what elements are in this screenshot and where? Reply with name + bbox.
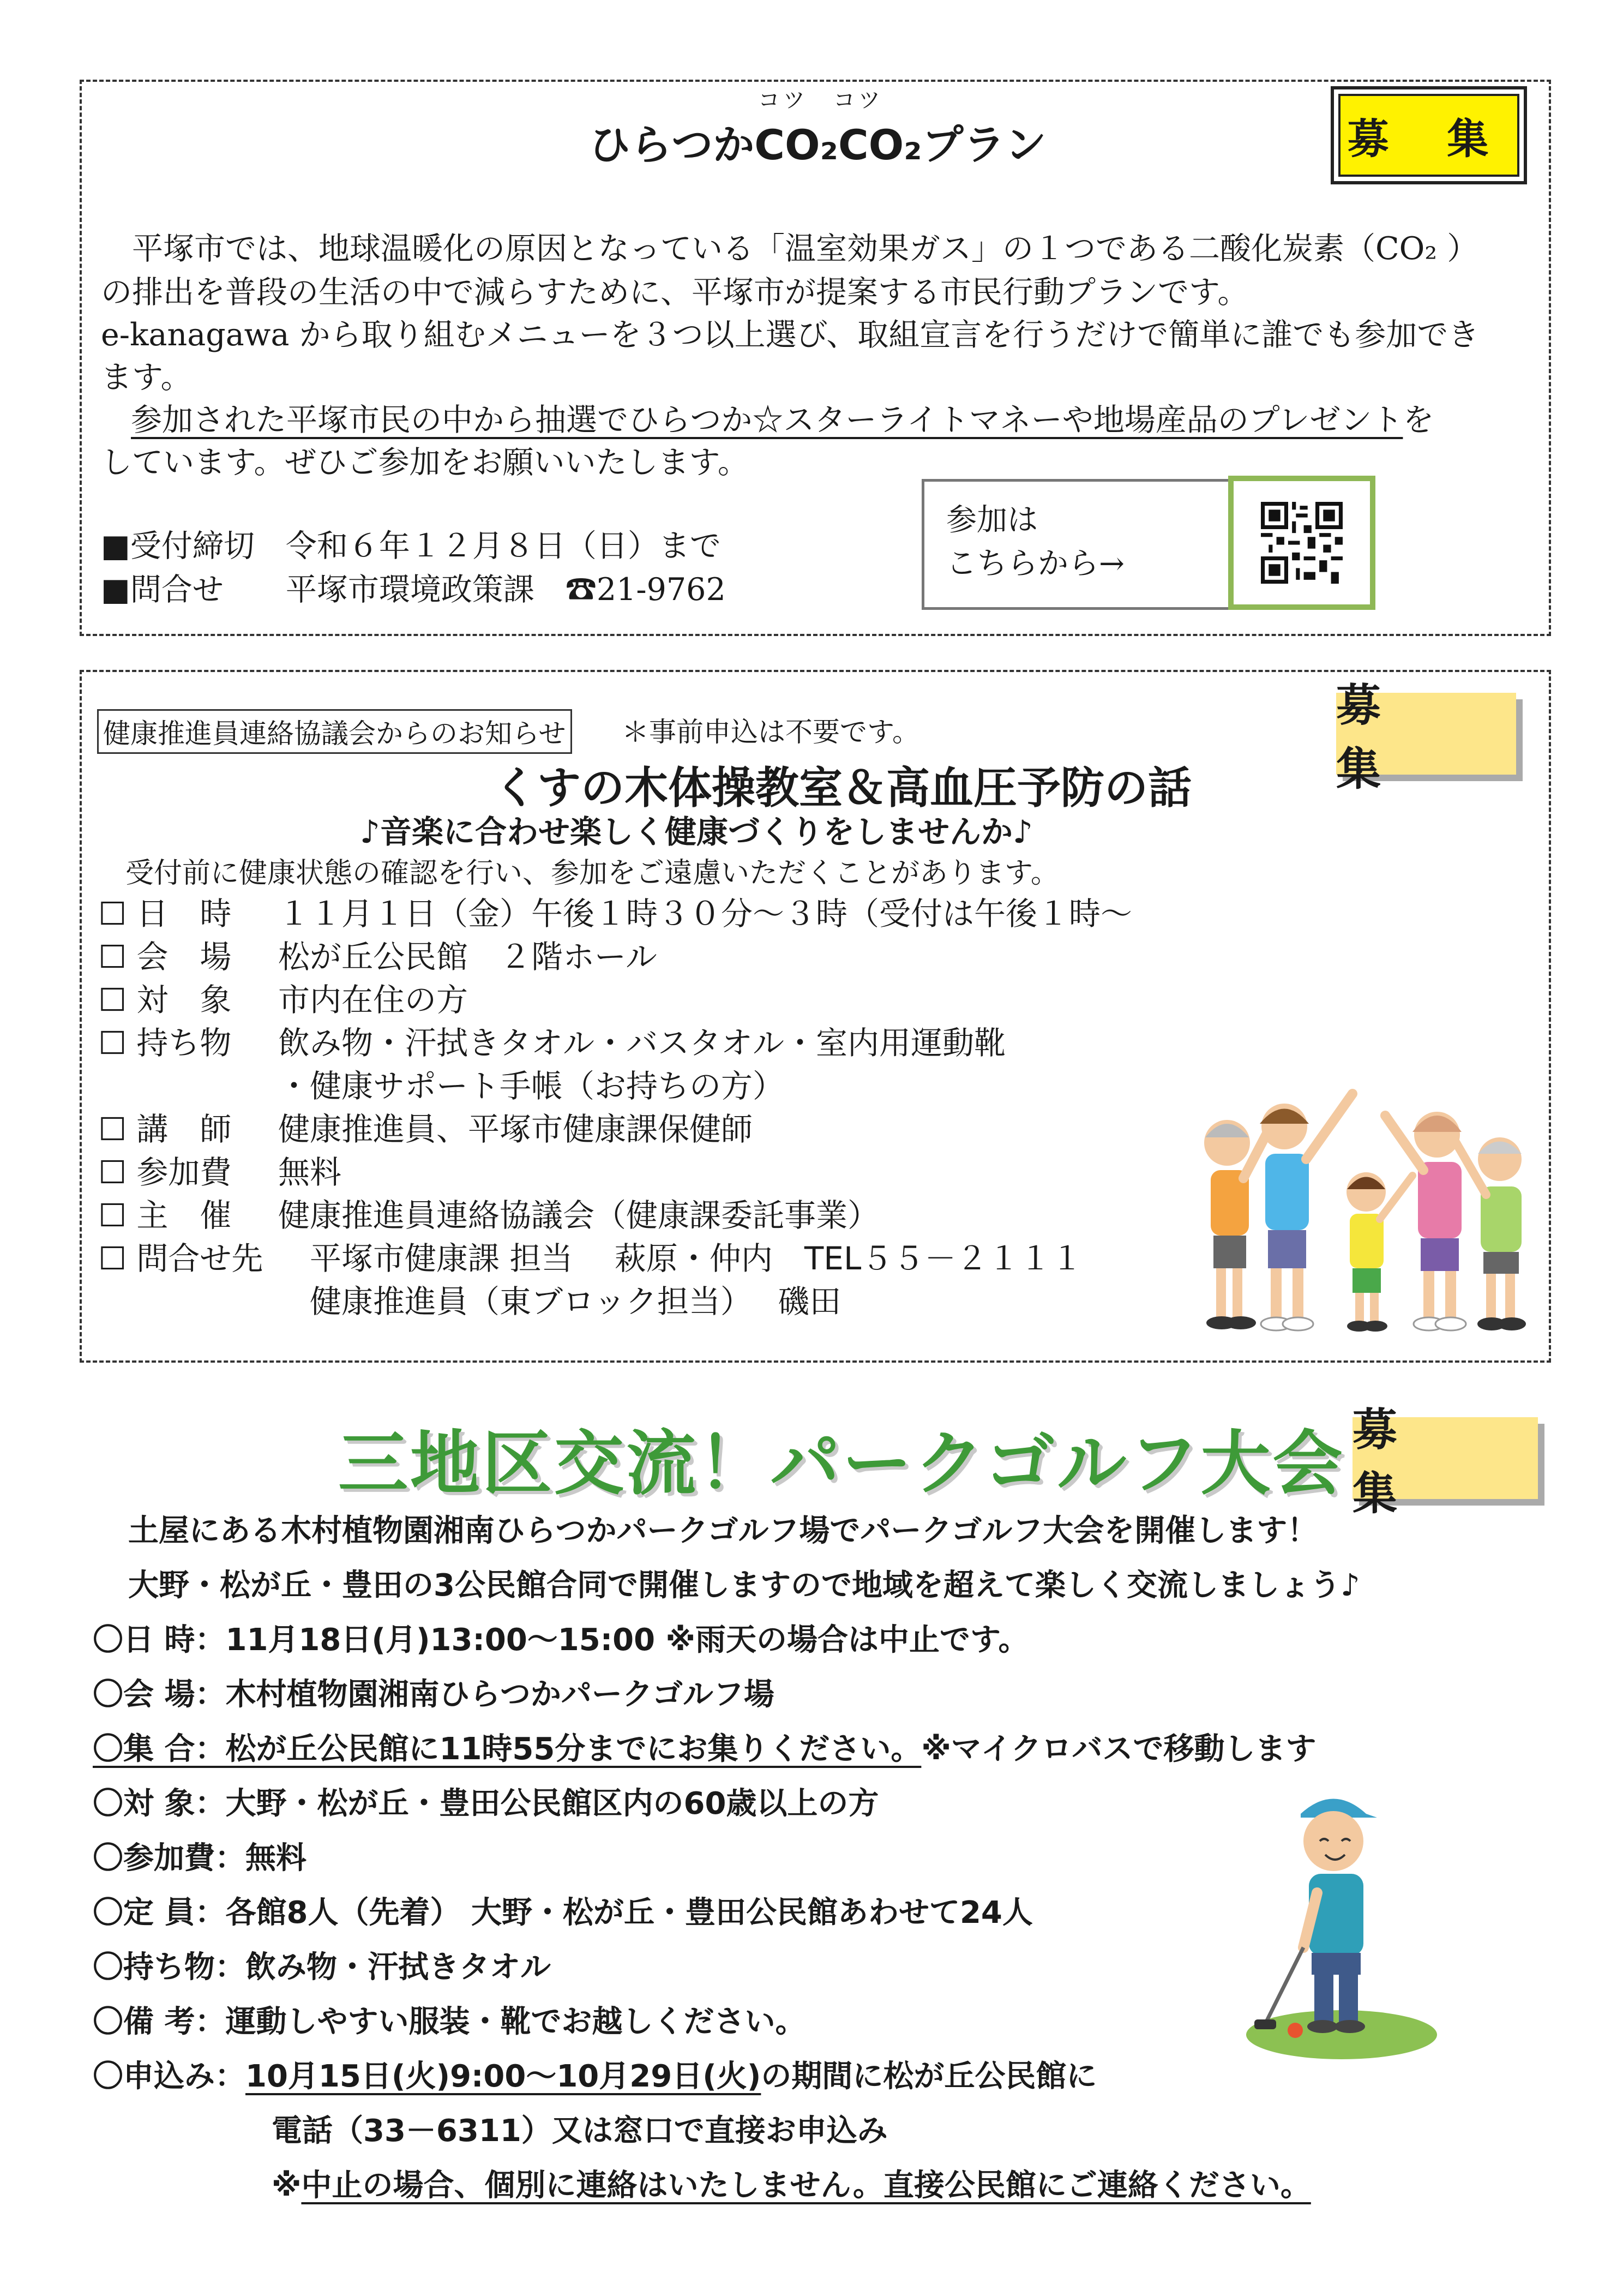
pg-intro-1: 土屋にある木村植物園湘南ひらつかパークゴルフ場でパークゴルフ大会を開催します！ xyxy=(128,1513,1318,1549)
pg-intro-2: 大野・松が丘・豊田の3公民館合同で開催しますので地域を超えて楽しく交流しましょう♪ xyxy=(128,1568,1360,1603)
kusu-note: ＊事前申込は不要です。 xyxy=(622,716,919,748)
kusu-row-value: １１月１日（金）午後１時３０分～３時（受付は午後１時～ xyxy=(278,895,1133,932)
kusu-row xyxy=(98,1233,1083,1279)
pg-apply-label: 〇申込み： xyxy=(93,2059,245,2094)
kusu-row-label: ☐ 日 時 xyxy=(98,895,232,932)
pg-apply-rest: の期間に松が丘公民館に xyxy=(761,2059,1097,2094)
pg-meet xyxy=(93,1725,1317,1769)
co2-para-line3: e-kanagawa から取り組むメニューを３つ以上選び、取組宣言を行うだけで簡単に誰でも参加でき xyxy=(101,317,1480,353)
kusu-row xyxy=(98,931,657,977)
kusu-row-value: 健康推進員、平塚市健康課保健師 xyxy=(278,1111,753,1148)
kusu-row-label: ☐ 参加費 xyxy=(98,1154,232,1191)
kusu-row xyxy=(98,1060,784,1106)
kusu-row-value: ・健康サポート手帳（お持ちの方） xyxy=(278,1068,785,1105)
pg-cancel-mark: ※ xyxy=(272,2168,302,2203)
pg-apply xyxy=(93,2052,1097,2096)
kusu-row-value: 健康推進員連絡協議会（健康課委託事業） xyxy=(278,1197,880,1234)
kusu-row-value: 松が丘公民館 ２階ホール xyxy=(278,938,657,975)
kusu-row xyxy=(98,1104,753,1149)
co2-qr-frame[interactable] xyxy=(1228,476,1375,610)
co2-deadline: ■受付締切 令和６年１２月８日（日）まで xyxy=(101,528,721,564)
co2-para-line1: 平塚市では、地球温暖化の原因となっている「温室効果ガス」の１つである二酸化炭素（CO₂ ） xyxy=(101,231,1478,267)
kusu-row-label: ☐ 会 場 xyxy=(98,938,232,975)
golfer-illustration xyxy=(1238,1784,1445,2067)
kusu-subtitle: ♪音楽に合わせ楽しく健康づくりをしませんか♪ xyxy=(360,813,1033,850)
pg-target: 〇対 象：大野・松が丘・豊田公民館区内の60歳以上の方 xyxy=(93,1786,879,1821)
pg-capacity: 〇定 員：各館8人（先着） 大野・松が丘・豊田公民館あわせて24人 xyxy=(93,1895,1033,1931)
co2-para-line5 xyxy=(101,395,1434,440)
kusu-row-value: 市内在住の方 xyxy=(278,981,468,1018)
pg-cancel xyxy=(272,2161,1311,2205)
kusu-row-label: ☐ 持ち物 xyxy=(98,1024,232,1062)
co2-join-box[interactable] xyxy=(922,479,1233,610)
kusu-row-value: 無料 xyxy=(278,1154,342,1191)
pg-apply-period: 10月15日(火)9:00～10月29日(火) xyxy=(245,2059,761,2094)
kusu-row-value: 平塚市健康課 担当 萩原・仲内 TEL５５－２１１１ xyxy=(278,1240,1083,1277)
co2-para-line4: ます。 xyxy=(101,359,192,395)
kusu-row-value: 飲み物・汗拭きタオル・バスタオル・室内用運動靴 xyxy=(278,1024,1006,1062)
exercise-family-illustration xyxy=(1189,1083,1538,1339)
co2-para-line6: しています。ぜひご参加をお願いいたします。 xyxy=(101,445,749,481)
kusu-row xyxy=(98,1147,341,1192)
co2-para-line2: の排出を普段の生活の中で減らすために、平塚市が提案する市民行動プランです。 xyxy=(101,274,1249,310)
co2-lottery-text: 参加された平塚市民の中から抽選でひらつか☆スターライトマネーや地場産品のプレゼント xyxy=(131,402,1403,438)
pg-title: 三地区交流！パークゴルフ大会 xyxy=(338,1423,1345,1504)
pg-venue: 〇会 場：木村植物園湘南ひらつかパークゴルフ場 xyxy=(93,1677,774,1712)
co2-title: ひらつかCO₂CO₂プラン xyxy=(589,121,1047,169)
pg-fee: 〇参加費：無料 xyxy=(93,1841,306,1876)
kusu-row xyxy=(98,888,1132,934)
co2-contact: ■問合せ 平塚市環境政策課 ☎21-9762 xyxy=(101,572,726,608)
pg-cancel-text: 中止の場合、個別に連絡はいたしません。直接公民館にご連絡ください。 xyxy=(301,2168,1311,2203)
pg-meet-underlined: 〇集 合：松が丘公民館に11時55分までにお集りください。 xyxy=(93,1731,922,1767)
kusu-row xyxy=(98,1190,879,1236)
pg-items: 〇持ち物：飲み物・汗拭きタオル xyxy=(93,1950,551,1985)
kusu-title: くすの木体操教室＆高血圧予防の話 xyxy=(494,763,1192,813)
kusu-row-label: ☐ 問合せ先 xyxy=(98,1240,263,1277)
pg-meet-rest: ※マイクロバスで移動します xyxy=(921,1731,1317,1767)
co2-para-line5-end: を xyxy=(1403,402,1434,438)
co2-ruby: コツ コツ xyxy=(758,88,883,113)
co2-join-line2: こちらから→ xyxy=(946,546,1125,582)
co2-boshu-badge xyxy=(1331,86,1527,184)
pg-boshu-badge: 募 集 xyxy=(1352,1417,1538,1499)
kusu-row-value: 健康推進員（東ブロック担当） 磯田 xyxy=(278,1283,841,1320)
kusu-row-label: ☐ 主 催 xyxy=(98,1197,232,1234)
kusu-row-label: ☐ 対 象 xyxy=(98,981,232,1018)
kusu-boshu-badge: 募 集 xyxy=(1336,693,1516,775)
co2-join-line1: 参加は xyxy=(946,502,1038,538)
qr-code-icon[interactable] xyxy=(1261,502,1343,584)
pg-notes: 〇備 考：運動しやすい服装・靴でお越しください。 xyxy=(93,2004,806,2040)
kusu-row xyxy=(98,1276,841,1322)
kusu-row-label: ☐ 講 師 xyxy=(98,1111,232,1148)
kusu-tag: 健康推進員連絡協議会からのお知らせ xyxy=(97,709,572,754)
pg-apply-method: 電話（33－6311）又は窓口で直接お申込み xyxy=(272,2113,888,2149)
kusu-row xyxy=(98,974,468,1020)
kusu-row xyxy=(98,1017,1006,1063)
kusu-caution: 受付前に健康状態の確認を行い、参加をご遠慮いただくことがあります。 xyxy=(125,857,1059,890)
pg-date: 〇日 時：11月18日(月)13:00～15:00 ※雨天の場合は中止です。 xyxy=(93,1622,1029,1658)
co2-boshu-label: 募 集 xyxy=(1338,94,1519,177)
